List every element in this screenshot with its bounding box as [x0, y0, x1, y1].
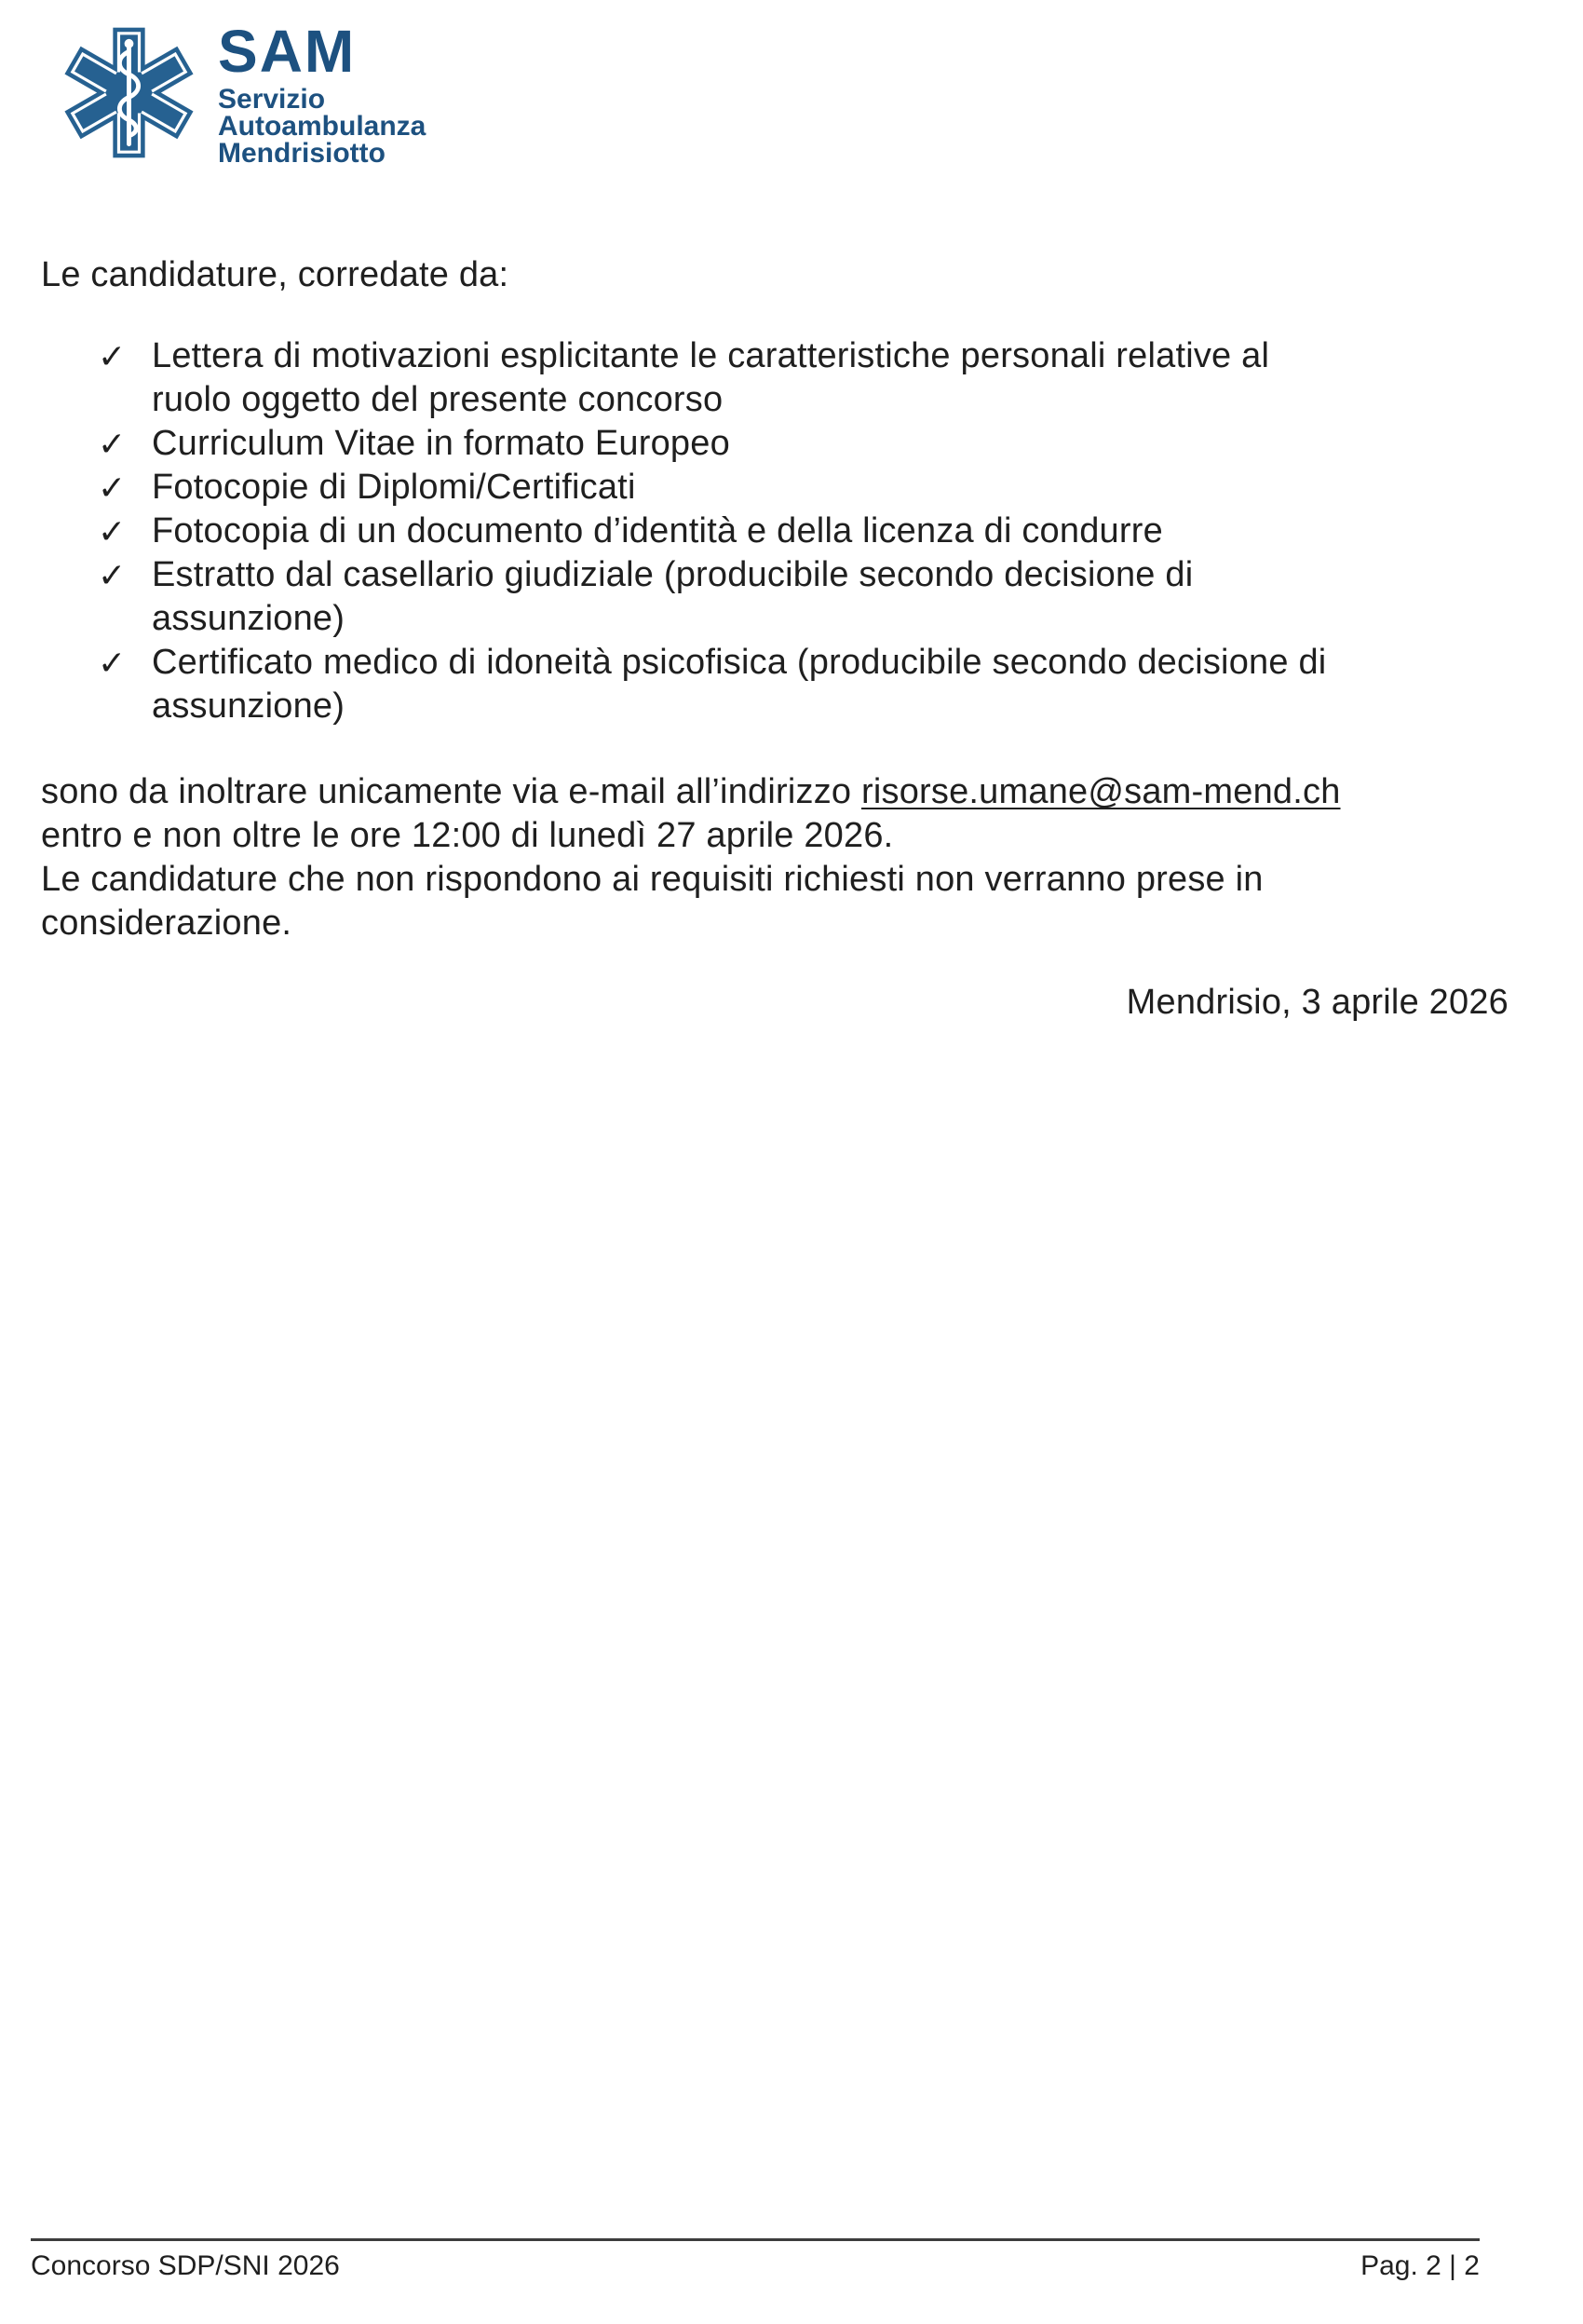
checklist-item-line: Certificato medico di idoneità psicofisica (producibile secondo decisione di	[152, 643, 1327, 682]
checklist-item	[41, 422, 1509, 466]
checklist-item-line: Fotocopie di Diplomi/Certificati	[152, 468, 636, 507]
checklist-item-line: assunzione)	[152, 686, 345, 726]
checklist-item-line: ruolo oggetto del presente concorso	[152, 380, 724, 419]
checklist-item-line: Curriculum Vitae in formato Europeo	[152, 424, 730, 463]
checklist-item-line: assunzione)	[152, 599, 345, 638]
checkmark-icon: ✓	[98, 425, 127, 463]
checklist-item	[41, 641, 1509, 728]
footer-document-title: Concorso SDP/SNI 2026	[31, 2250, 340, 2281]
checkmark-icon: ✓	[98, 469, 127, 507]
email-link[interactable]: risorse.umane@sam-mend.ch	[861, 772, 1341, 811]
document-body	[41, 253, 1509, 1025]
logo-text	[218, 18, 426, 169]
checklist-item-line: Estratto dal casellario giudiziale (producibile secondo decisione di	[152, 555, 1194, 594]
checklist-item	[41, 466, 1509, 510]
checklist-item-line: Lettera di motivazioni esplicitante le caratteristiche personali relative al	[152, 336, 1270, 375]
requirements-checklist	[41, 334, 1509, 728]
logo-subtitle-line: Mendrisiotto	[218, 138, 386, 169]
checkmark-icon: ✓	[98, 556, 127, 594]
submission-line	[41, 770, 1509, 814]
dateline: Mendrisio, 3 aprile 2026	[1126, 983, 1509, 1022]
submission-line: entro e non oltre le ore 12:00 di lunedì 27 aprile 2026.	[41, 816, 894, 855]
footer-page-number: Pag. 2 | 2	[1360, 2250, 1480, 2281]
submission-line-prefix: sono da inoltrare unicamente via e-mail all’indirizzo	[41, 772, 861, 811]
intro-text: Le candidature, corredate da:	[41, 255, 509, 294]
checklist-item	[41, 510, 1509, 553]
checklist-item	[41, 334, 1509, 422]
checklist-item	[41, 553, 1509, 641]
star-of-life-icon	[61, 24, 197, 161]
logo-acronym: SAM	[218, 18, 357, 85]
submission-paragraph	[41, 770, 1509, 858]
checkmark-icon: ✓	[98, 644, 127, 682]
sam-logo	[61, 18, 426, 169]
logo-subtitle-line: Servizio	[218, 84, 326, 115]
page-footer	[31, 2238, 1480, 2283]
checkmark-icon: ✓	[98, 337, 127, 375]
logo-subtitle	[218, 86, 426, 167]
note-line: considerazione.	[41, 904, 292, 943]
note-line: Le candidature che non rispondono ai requisiti richiesti non verranno prese in	[41, 860, 1264, 899]
checklist-item-line: Fotocopia di un documento d’identità e della licenza di condurre	[152, 511, 1163, 550]
logo-subtitle-line: Autoambulanza	[218, 111, 426, 142]
note-paragraph	[41, 858, 1509, 945]
checkmark-icon: ✓	[98, 512, 127, 550]
